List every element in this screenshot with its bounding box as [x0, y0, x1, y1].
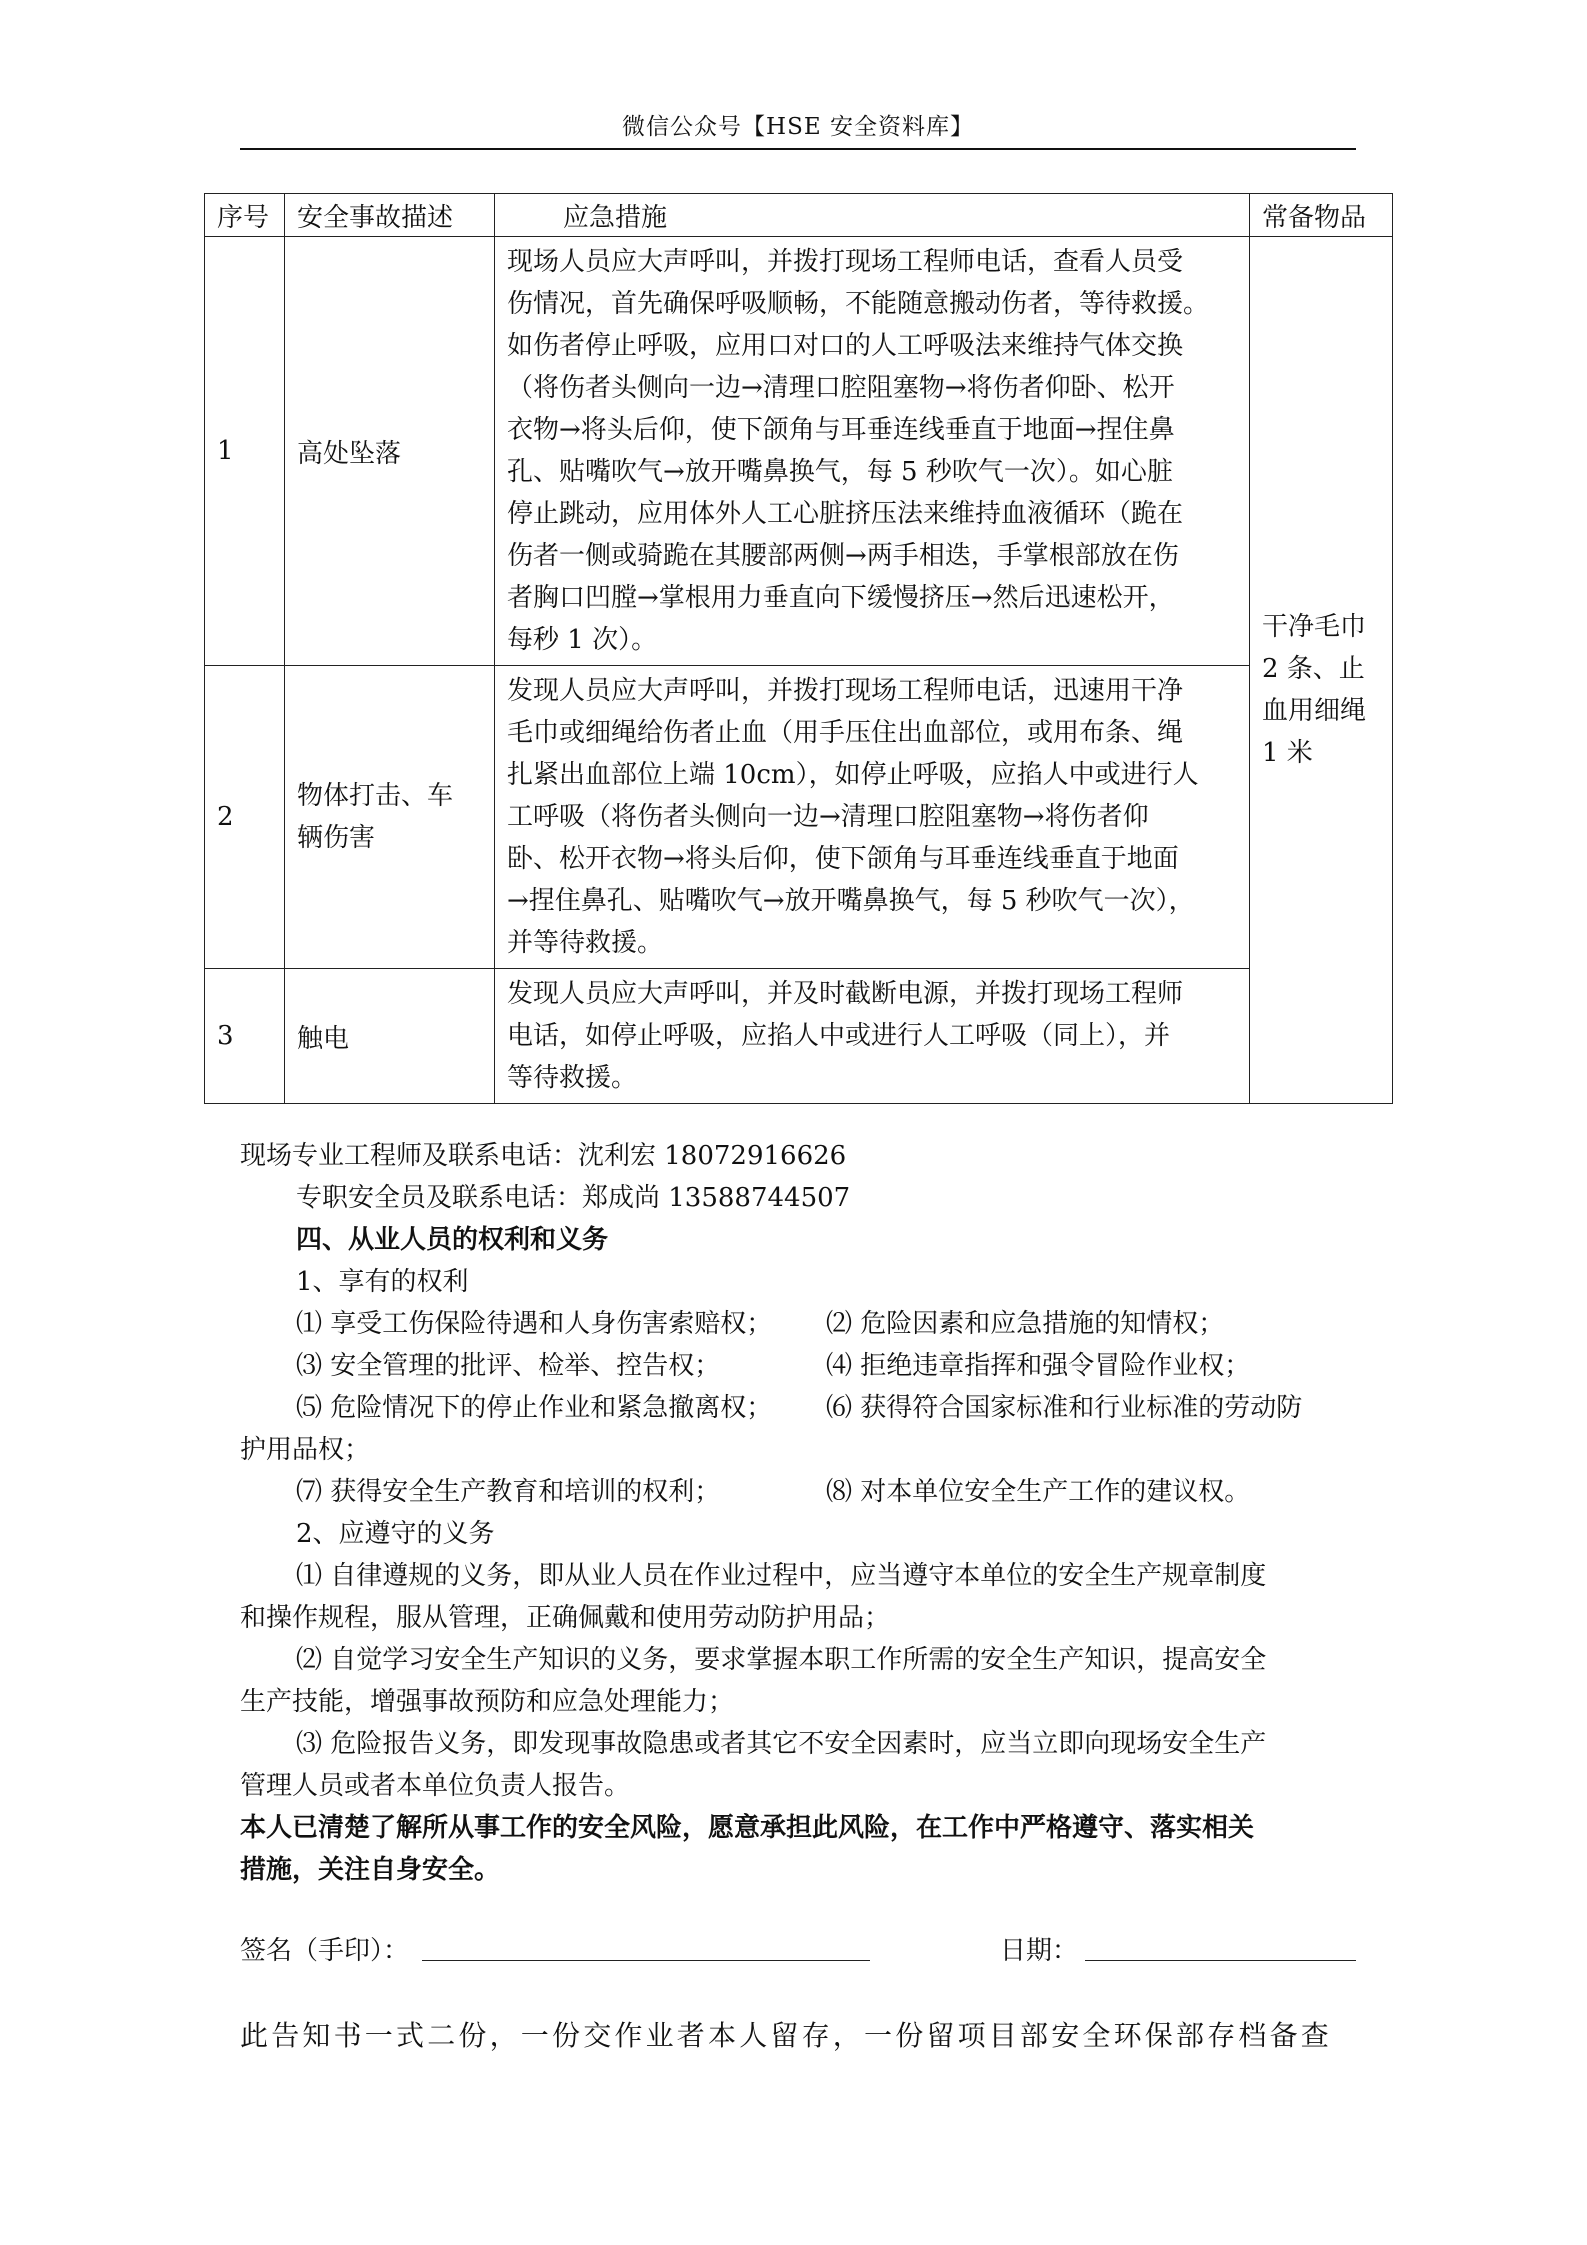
header-no: 序号 — [205, 194, 285, 237]
statement-line: 措施，关注自身安全。 — [240, 1855, 501, 1885]
rights-line — [240, 1345, 1356, 1387]
supplies-line: 血用细绳 — [1262, 696, 1367, 726]
table-row — [205, 237, 1393, 666]
measure-line: 毛巾或细绳给伤者止血（用手压住出血部位，或用布条、绳 — [507, 718, 1184, 748]
header-measures: 应急措施 — [495, 194, 1250, 237]
measure-line: 如伤者停止呼吸，应用口对口的人工呼吸法来维持气体交换 — [507, 331, 1184, 361]
row-no: 2 — [205, 666, 285, 969]
header-supplies: 常备物品 — [1250, 194, 1393, 237]
row-measures — [495, 666, 1250, 969]
row-measures — [495, 969, 1250, 1104]
duty-item: ⑵ 自觉学习安全生产知识的义务，要求掌握本职工作所需的安全生产知识，提高安全 — [296, 1645, 1267, 1675]
table-row — [205, 666, 1393, 969]
header-rule — [240, 148, 1356, 150]
header-description: 安全事故描述 — [285, 194, 495, 237]
duties-title: 2、应遵守的义务 — [296, 1519, 495, 1549]
measure-line: 并等待救援。 — [507, 928, 664, 958]
right-item: ⑷ 拒绝违章指挥和强令冒险作业权； — [826, 1351, 1251, 1381]
measure-line: 发现人员应大声呼叫，并拨打现场工程师电话，迅速用干净 — [507, 676, 1184, 706]
duty-item-continued: 管理人员或者本单位负责人报告。 — [240, 1771, 631, 1801]
engineer-contact: 现场专业工程师及联系电话：沈利宏 18072916626 — [240, 1141, 847, 1171]
measure-line: 扎紧出血部位上端 10cm），如停止呼吸，应掐人中或进行人 — [507, 760, 1199, 790]
table-row — [205, 969, 1393, 1104]
supplies-cell — [1250, 237, 1393, 1104]
measure-line: 每秒 1 次）。 — [507, 625, 658, 655]
section-title: 四、从业人员的权利和义务 — [296, 1225, 609, 1255]
measure-line: 工呼吸（将伤者头侧向一边→清理口腔阻塞物→将伤者仰 — [507, 802, 1149, 832]
footer-note: 此告知书一式二份，一份交作业者本人留存，一份留项目部安全环保部存档备查 — [240, 2019, 1333, 2052]
body-section — [240, 1135, 1356, 1891]
rights-line — [240, 1303, 1356, 1345]
measure-line: 等待救援。 — [507, 1063, 638, 1093]
description-line: 辆伤害 — [297, 823, 376, 853]
signature-line[interactable] — [422, 1926, 870, 1961]
measure-line: 发现人员应大声呼叫，并及时截断电源，并拨打现场工程师 — [507, 979, 1184, 1009]
safety-officer-contact: 专职安全员及联系电话：郑成尚 13588744507 — [296, 1183, 851, 1213]
row-no: 1 — [205, 237, 285, 666]
rights-line — [240, 1387, 1356, 1429]
description-line: 物体打击、车 — [297, 781, 454, 811]
right-item: ⑹ 获得符合国家标准和行业标准的劳动防 — [826, 1393, 1303, 1423]
supplies-line: 1 米 — [1262, 738, 1313, 768]
accident-table — [204, 193, 1393, 1104]
row-description — [285, 666, 495, 969]
row-measures — [495, 237, 1250, 666]
measure-line: 停止跳动，应用体外人工心脏挤压法来维持血液循环（跪在 — [507, 499, 1184, 529]
measure-line: 孔、贴嘴吹气→放开嘴鼻换气，每 5 秒吹气一次）。如心脏 — [507, 457, 1173, 487]
right-item: ⑻ 对本单位安全生产工作的建议权。 — [826, 1477, 1251, 1507]
duty-item: ⑴ 自律遵规的义务，即从业人员在作业过程中，应当遵守本单位的安全生产规章制度 — [296, 1561, 1267, 1591]
measure-line: 卧、松开衣物→将头后仰，使下颌角与耳垂连线垂直于地面 — [507, 844, 1179, 874]
right-item: ⑴ 享受工伤保险待遇和人身伤害索赔权； — [296, 1309, 773, 1339]
measure-line: 现场人员应大声呼叫，并拨打现场工程师电话，查看人员受 — [507, 247, 1184, 277]
duty-item-continued: 和操作规程，服从管理，正确佩戴和使用劳动防护用品； — [240, 1603, 891, 1633]
table-header-row — [205, 194, 1393, 237]
signature-label: 签名（手印）： — [240, 1936, 410, 1966]
supplies-line: 2 条、止 — [1262, 654, 1365, 684]
measure-line: 衣物→将头后仰，使下颌角与耳垂连线垂直于地面→捏住鼻 — [507, 415, 1175, 445]
right-item: ⑵ 危险因素和应急措施的知情权； — [826, 1309, 1225, 1339]
date-label: 日期： — [1000, 1936, 1079, 1966]
row-description: 触电 — [285, 969, 495, 1104]
rights-line — [240, 1471, 1356, 1513]
statement-line: 本人已清楚了解所从事工作的安全风险，愿意承担此风险，在工作中严格遵守、落实相关 — [240, 1813, 1255, 1843]
measure-line: （将伤者头侧向一边→清理口腔阻塞物→将伤者仰卧、松开 — [507, 373, 1175, 403]
rights-title: 1、享有的权利 — [296, 1267, 469, 1297]
measure-line: →捏住鼻孔、贴嘴吹气→放开嘴鼻换气，每 5 秒吹气一次）， — [507, 886, 1195, 916]
right-item: ⑺ 获得安全生产教育和培训的权利； — [296, 1477, 721, 1507]
row-no: 3 — [205, 969, 285, 1104]
right-item: ⑶ 安全管理的批评、检举、控告权； — [296, 1351, 721, 1381]
measure-line: 电话，如停止呼吸，应掐人中或进行人工呼吸（同上），并 — [507, 1021, 1171, 1051]
duty-item-continued: 生产技能，增强事故预防和应急处理能力； — [240, 1687, 735, 1717]
measure-line: 伤情况，首先确保呼吸顺畅，不能随意搬动伤者，等待救援。 — [507, 289, 1210, 319]
right-item: ⑸ 危险情况下的停止作业和紧急撤离权； — [296, 1393, 773, 1423]
supplies-line: 干净毛巾 — [1262, 612, 1367, 642]
duty-item: ⑶ 危险报告义务，即发现事故隐患或者其它不安全因素时，应当立即向现场安全生产 — [296, 1729, 1267, 1759]
right-item-continued: 护用品权； — [240, 1435, 371, 1465]
measure-line: 伤者一侧或骑跪在其腰部两侧→两手相迭，手掌根部放在伤 — [507, 541, 1179, 571]
measure-line: 者胸口凹膛→掌根用力垂直向下缓慢挤压→然后迅速松开， — [507, 583, 1175, 613]
date-line[interactable] — [1085, 1926, 1356, 1961]
page-header: 微信公众号【HSE 安全资料库】 — [622, 114, 974, 140]
signature-row — [240, 1926, 1356, 1970]
row-description: 高处坠落 — [285, 237, 495, 666]
